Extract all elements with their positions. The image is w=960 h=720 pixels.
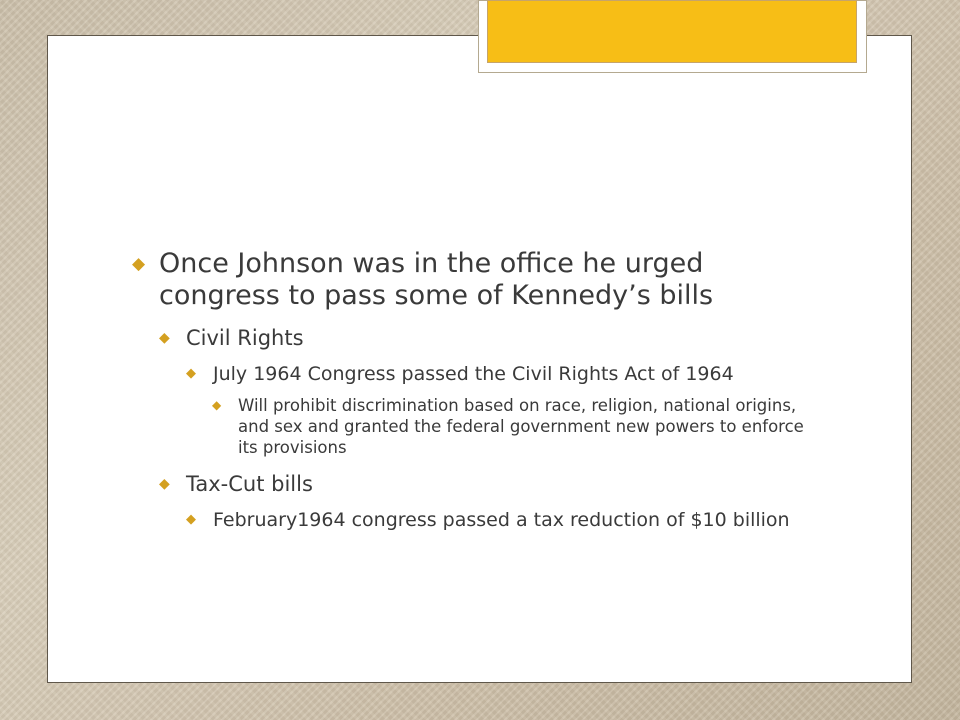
bullet-text: Will prohibit discrimination based on race, religion, national origins, and sex and granted the federal government new powers to enforce its provisions [238,396,804,457]
bullet-icon: ◆ [212,398,222,412]
bullet-text: Civil Rights [186,326,304,350]
bullet-item-level-3 [186,363,822,385]
bullet-item-level-3 [186,509,822,531]
bullet-text: July 1964 Congress passed the Civil Rights Act of 1964 [213,363,734,385]
bullet-text: Once Johnson was in the office he urged congress to pass some of Kennedy’s bills [159,248,714,311]
accent-block [487,0,857,63]
bullet-icon: ◆ [132,254,146,274]
bullet-text: Tax-Cut bills [186,472,313,496]
bullet-icon: ◆ [186,366,196,381]
bullet-list [132,248,822,531]
bullet-item-level-2 [159,471,822,497]
bullet-icon: ◆ [159,330,170,346]
bullet-text: February1964 congress passed a tax reduction of $10 billion [213,509,790,531]
bullet-item-level-2 [159,325,822,351]
bullet-item-level-4 [212,395,822,458]
bullet-icon: ◆ [186,512,196,527]
bullet-icon: ◆ [159,476,170,492]
bullet-item-level-1 [132,248,822,312]
